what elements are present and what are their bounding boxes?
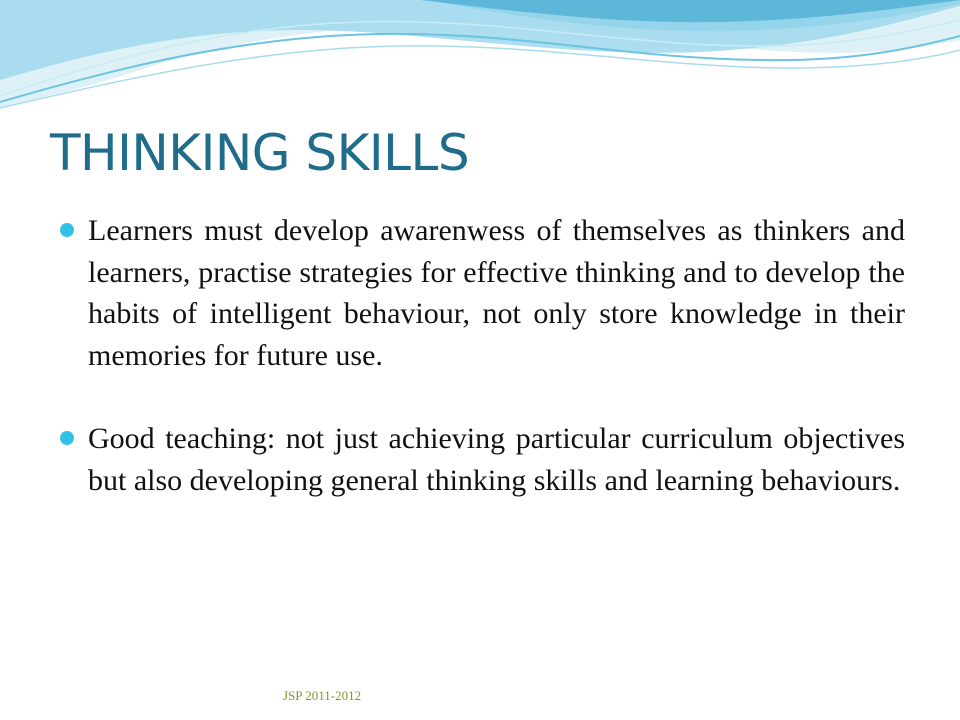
wave-header-decoration: [0, 0, 960, 120]
bullet-dot-icon: [60, 223, 74, 237]
bullet-dot-icon: [60, 431, 74, 445]
bullet-text: Good teaching: not just achieving particular curriculum objectives but also developing general thinking skills and learning behaviours.: [88, 422, 905, 497]
bullet-item: [60, 418, 905, 501]
bullet-item: [60, 210, 905, 376]
slide-title: THINKING SKILLS: [50, 124, 470, 182]
footer-text: JSP 2011-2012: [283, 688, 362, 703]
bullet-list: [60, 210, 905, 543]
bullet-text: Learners must develop awarenwess of themselves as thinkers and learners, practise strategies for effective thinking and to develop the habits of intelligent behaviour, not only store knowledge in their memories for future use.: [88, 214, 905, 372]
